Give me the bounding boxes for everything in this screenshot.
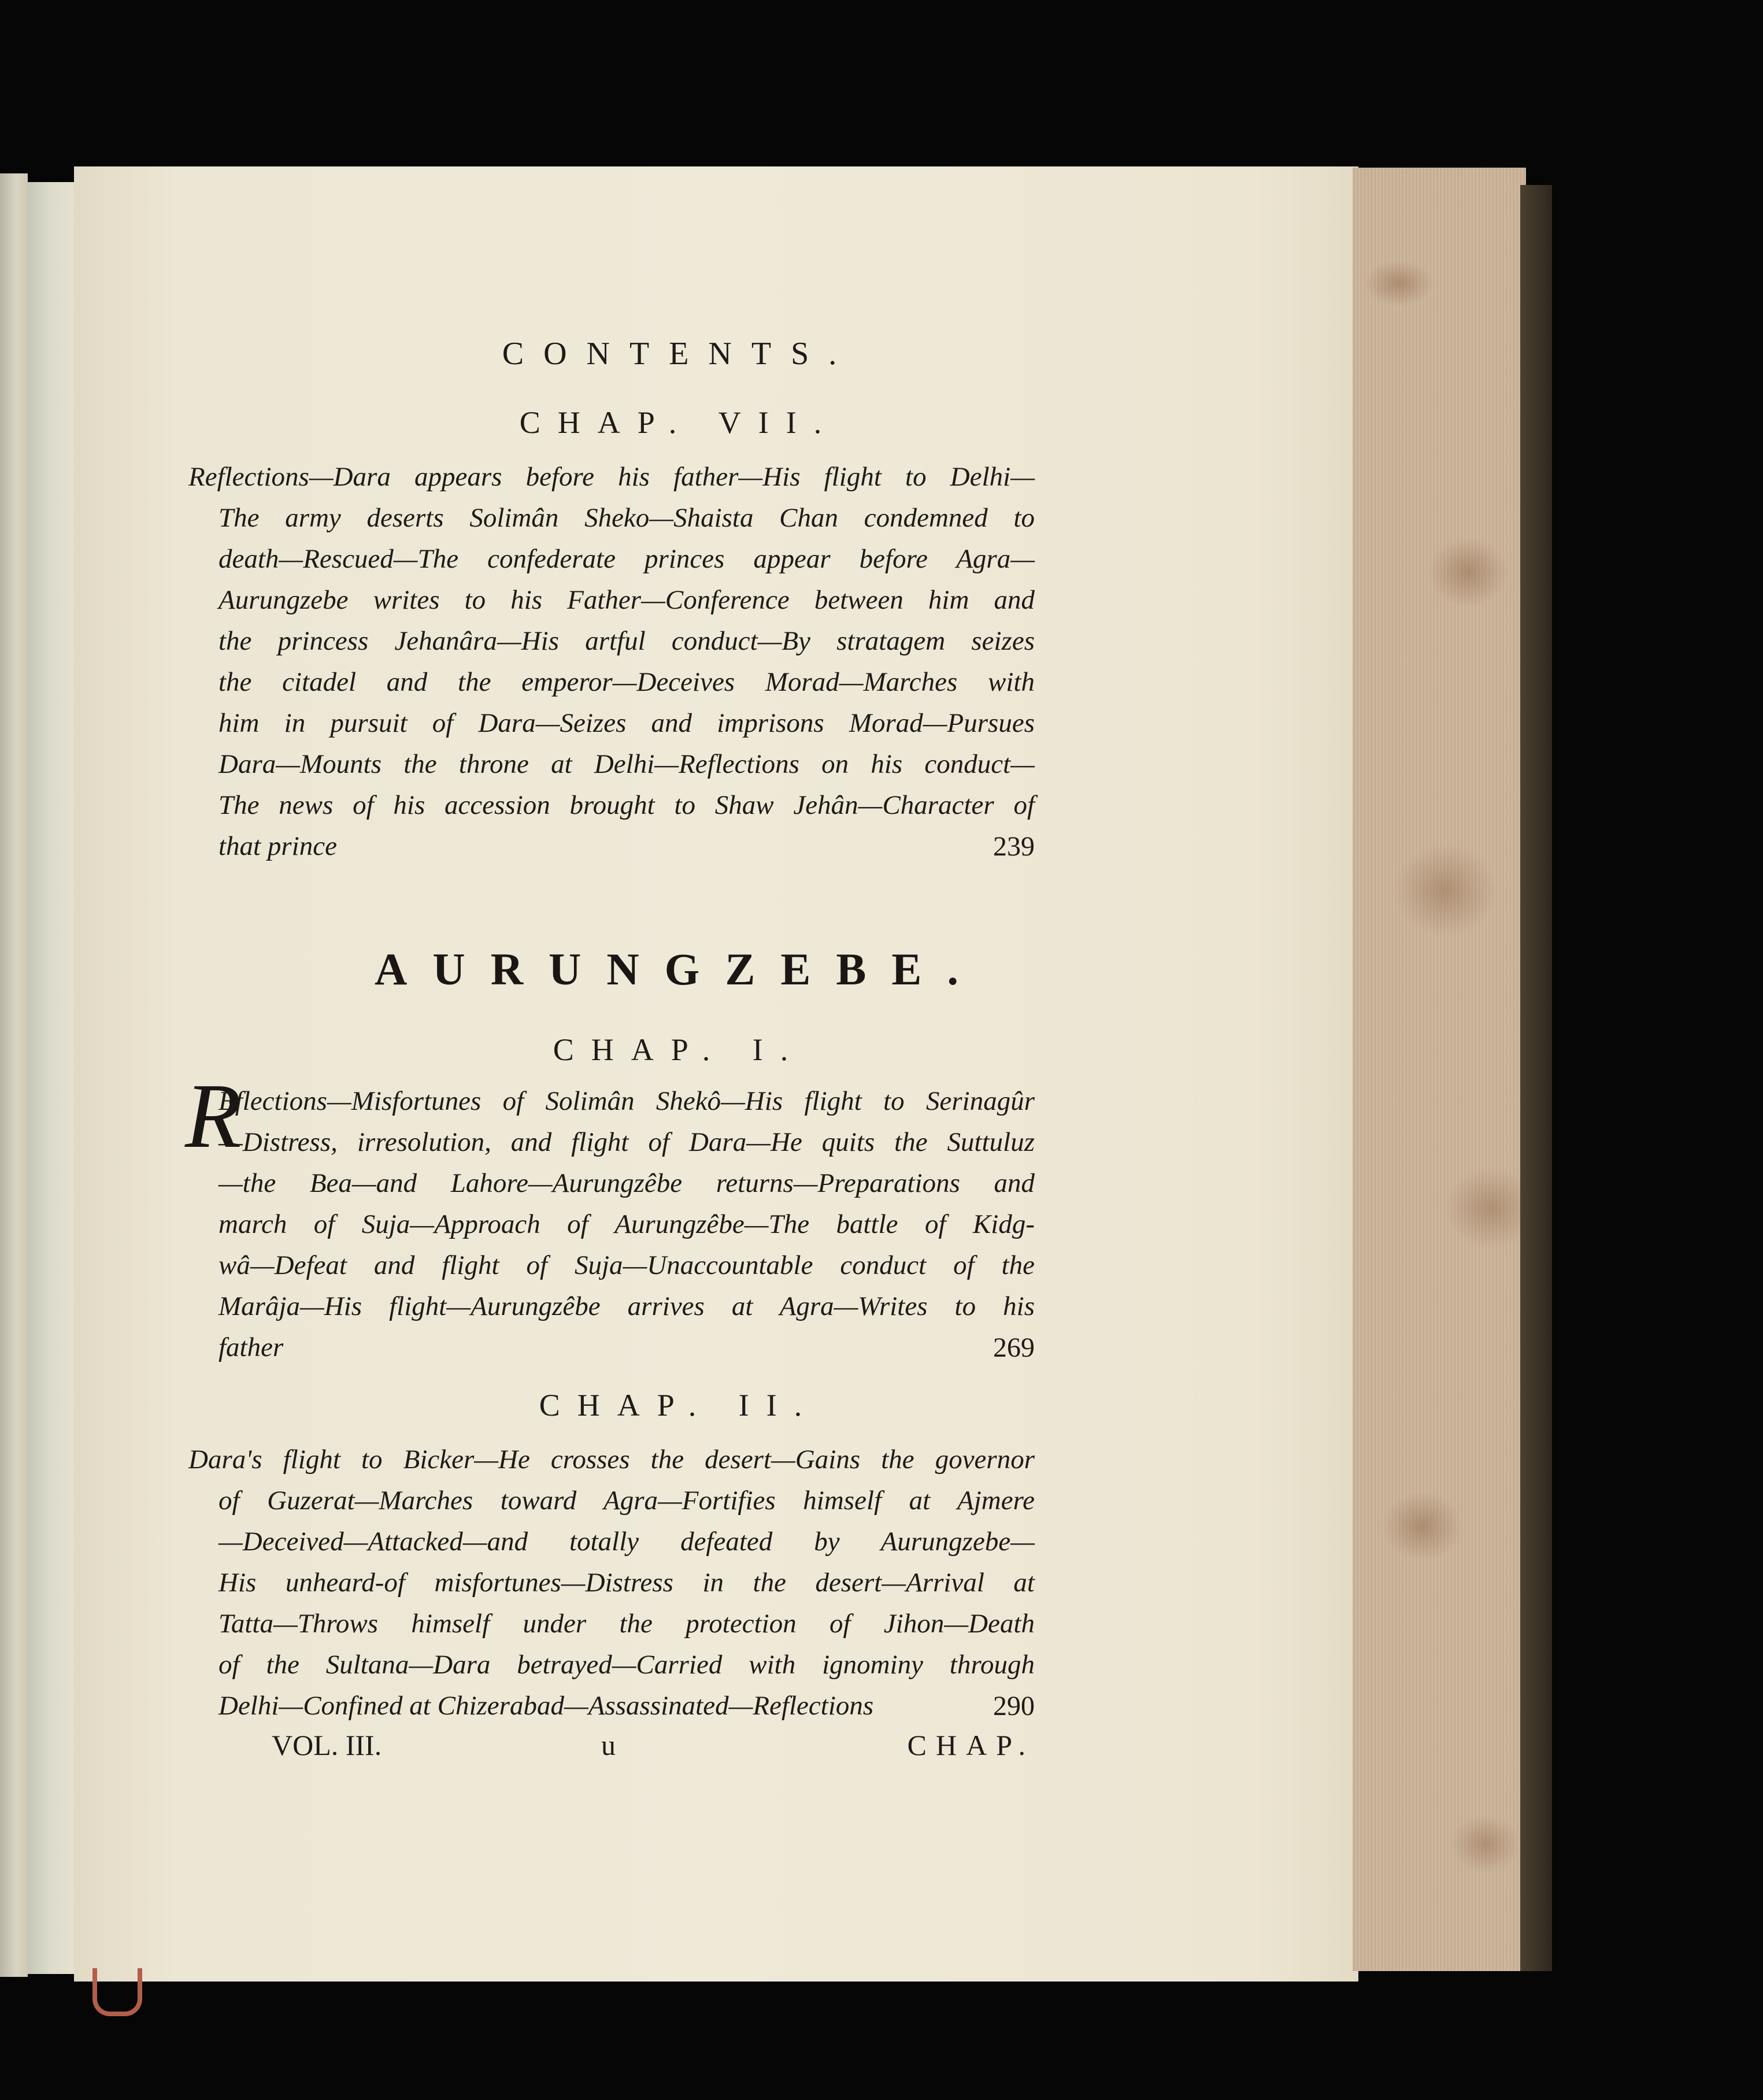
- entry-line: wâ—Defeat and flight of Suja—Unaccountable conduct of the: [218, 1250, 1035, 1280]
- entry-line: —the Bea—and Lahore—Aurungzêbe returns—Preparations and: [218, 1168, 1035, 1198]
- catchword: CHAP.: [907, 1729, 1035, 1761]
- page-number: 290: [993, 1691, 1035, 1721]
- entry-line: march of Suja—Approach of Aurungzêbe—The battle of Kidg-: [218, 1209, 1035, 1239]
- entry-line-text: father: [218, 1332, 284, 1362]
- entry-line-last: [218, 1686, 1035, 1727]
- chapter-heading-vii: CHAP. VII.: [519, 405, 839, 440]
- entry-line: —Distress, irresolution, and flight of Dara—He quits the Suttuluz: [218, 1127, 1035, 1157]
- page-number: 239: [993, 831, 1035, 862]
- entry-line: The army deserts Solimân Sheko—Shaista Chan condemned to: [218, 503, 1035, 533]
- book-title: AURUNGZEBE.: [375, 944, 984, 994]
- entry-line: of Guzerat—Marches toward Agra—Fortifies himself at Ajmere: [218, 1486, 1035, 1516]
- page-number: 269: [993, 1332, 1035, 1363]
- chapter-heading-i: CHAP. I.: [553, 1032, 806, 1067]
- entry-line-last: [218, 1327, 1035, 1368]
- entry-line: Aurungzebe writes to his Father—Conference between him and: [218, 585, 1035, 615]
- entry-line: Marâja—His flight—Aurungzêbe arrives at Agra—Writes to his: [218, 1291, 1035, 1321]
- entry-line-last: [218, 826, 1035, 867]
- drop-capital: R: [185, 1064, 242, 1167]
- entry-line: Dara—Mounts the throne at Delhi—Reflections on his conduct—: [218, 749, 1035, 779]
- entry-line: Reflections—Dara appears before his father—His flight to Delhi—: [188, 462, 1035, 492]
- entry-line: Dara's flight to Bicker—He crosses the desert—Gains the governor: [188, 1445, 1035, 1475]
- entry-line: The news of his accession brought to Shaw Jehân—Character of: [218, 790, 1035, 820]
- chapter-entry-ii: [188, 1439, 1035, 1727]
- entry-line-text: Delhi—Confined at Chizerabad—Assassinated—Reflections: [218, 1691, 874, 1721]
- entry-line: him in pursuit of Dara—Seizes and imprisons Morad—Pursues: [218, 708, 1035, 738]
- entry-line: His unheard-of misfortunes—Distress in the desert—Arrival at: [218, 1568, 1035, 1598]
- chapter-entry-i: [218, 1081, 1035, 1368]
- entry-line: —Deceived—Attacked—and totally defeated by Aurungzebe—: [218, 1527, 1035, 1557]
- entry-line: death—Rescued—The confederate princes appear before Agra—: [218, 544, 1035, 574]
- entry-line: Eflections—Misfortunes of Solimân Shekô—His flight to Serinagûr: [218, 1086, 1035, 1116]
- entry-line-text: that prince: [218, 831, 337, 861]
- entry-line: of the Sultana—Dara betrayed—Carried with ignominy through: [218, 1650, 1035, 1680]
- volume-label: VOL. III.: [272, 1729, 382, 1761]
- chapter-entry-vii: [188, 457, 1035, 867]
- entry-line: the citadel and the emperor—Deceives Morad—Marches with: [218, 667, 1035, 697]
- entry-line: Tatta—Throws himself under the protection of Jihon—Death: [218, 1609, 1035, 1639]
- contents-heading: CONTENTS.: [502, 336, 857, 372]
- signature-mark: u: [601, 1729, 616, 1761]
- page-footer: [272, 1728, 1035, 1769]
- entry-line: the princess Jehanâra—His artful conduct—By stratagem seizes: [218, 626, 1035, 656]
- chapter-heading-ii: CHAP. II.: [539, 1388, 820, 1423]
